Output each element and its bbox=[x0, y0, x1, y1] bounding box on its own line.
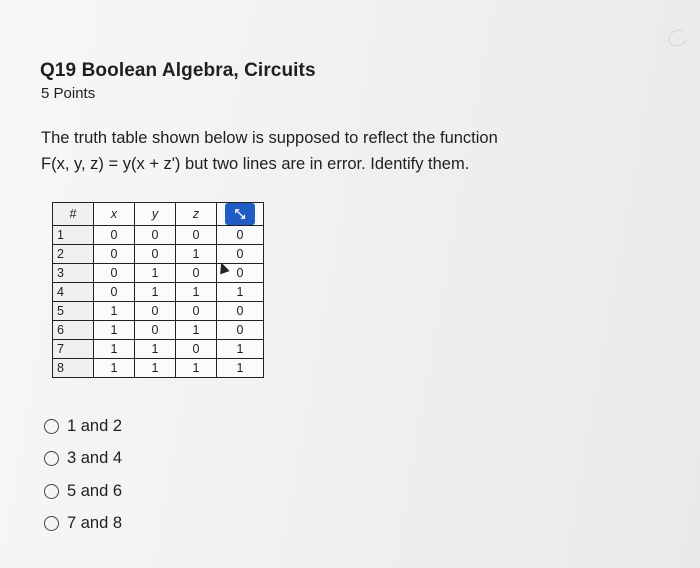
cell-f: 0 bbox=[217, 321, 264, 340]
cell-f: 0 bbox=[217, 226, 264, 245]
cell-f: 1 bbox=[217, 359, 264, 378]
table-row bbox=[53, 321, 264, 340]
expand-arrows-icon[interactable]: ⤡ bbox=[225, 203, 255, 225]
truth-table bbox=[52, 202, 264, 378]
option-label: 3 and 4 bbox=[67, 449, 123, 468]
table-row bbox=[53, 359, 264, 378]
option-label: 5 and 6 bbox=[67, 481, 123, 500]
option-label: 7 and 8 bbox=[67, 514, 123, 533]
cell-index: 5 bbox=[53, 302, 94, 321]
header-z: z bbox=[176, 203, 217, 226]
question-title: Q19 Boolean Algebra, Circuits bbox=[40, 60, 316, 81]
cell-x: 0 bbox=[94, 245, 135, 264]
option-1-and-2[interactable] bbox=[44, 410, 122, 443]
option-7-and-8[interactable] bbox=[44, 508, 122, 541]
table-row bbox=[53, 226, 264, 245]
cell-y: 0 bbox=[135, 302, 176, 321]
cell-x: 1 bbox=[94, 321, 135, 340]
cell-f: 0 bbox=[217, 302, 264, 321]
answer-options bbox=[44, 410, 122, 540]
option-label: 1 and 2 bbox=[67, 416, 123, 435]
cell-f: 1 bbox=[217, 283, 264, 302]
cell-x: 1 bbox=[94, 340, 135, 359]
cell-z: 0 bbox=[176, 264, 217, 283]
cell-x: 1 bbox=[94, 359, 135, 378]
radio-button[interactable] bbox=[44, 451, 59, 466]
question-points: 5 Points bbox=[41, 85, 96, 102]
cell-z: 1 bbox=[176, 283, 217, 302]
radio-button[interactable] bbox=[44, 484, 59, 499]
cell-y: 1 bbox=[135, 264, 176, 283]
cell-index: 2 bbox=[53, 245, 94, 264]
cell-x: 0 bbox=[94, 226, 135, 245]
header-y: y bbox=[135, 203, 176, 226]
table-row bbox=[53, 283, 264, 302]
cell-y: 0 bbox=[135, 245, 176, 264]
option-3-and-4[interactable] bbox=[44, 443, 122, 476]
radio-button[interactable] bbox=[44, 419, 59, 434]
loading-spinner-icon bbox=[666, 27, 691, 50]
header-f bbox=[217, 203, 264, 226]
cell-index: 8 bbox=[53, 359, 94, 378]
cell-index: 6 bbox=[53, 321, 94, 340]
cell-z: 0 bbox=[176, 302, 217, 321]
cell-y: 0 bbox=[135, 321, 176, 340]
cell-z: 0 bbox=[176, 226, 217, 245]
radio-button[interactable] bbox=[44, 516, 59, 531]
cell-z: 1 bbox=[176, 359, 217, 378]
cell-index: 4 bbox=[53, 283, 94, 302]
question-prompt bbox=[41, 125, 561, 177]
cell-z: 0 bbox=[176, 340, 217, 359]
cell-y: 1 bbox=[135, 283, 176, 302]
cell-x: 1 bbox=[94, 302, 135, 321]
cell-index: 1 bbox=[53, 226, 94, 245]
cell-y: 1 bbox=[135, 340, 176, 359]
cell-z: 1 bbox=[176, 245, 217, 264]
table-row bbox=[53, 245, 264, 264]
cell-x: 0 bbox=[94, 264, 135, 283]
prompt-line-2: F(x, y, z) = y(x + z') but two lines are in error. Identify them. bbox=[41, 155, 470, 173]
option-5-and-6[interactable] bbox=[44, 475, 122, 508]
table-row bbox=[53, 340, 264, 359]
header-index: # bbox=[53, 203, 94, 226]
cell-z: 1 bbox=[176, 321, 217, 340]
table-row bbox=[53, 264, 264, 283]
cell-y: 1 bbox=[135, 359, 176, 378]
header-x: x bbox=[94, 203, 135, 226]
cell-f: 0 bbox=[217, 245, 264, 264]
table-row bbox=[53, 302, 264, 321]
truth-table-header-row bbox=[53, 203, 264, 226]
cell-f: 1 bbox=[217, 340, 264, 359]
cell-index: 3 bbox=[53, 264, 94, 283]
cell-y: 0 bbox=[135, 226, 176, 245]
cell-index: 7 bbox=[53, 340, 94, 359]
cell-x: 0 bbox=[94, 283, 135, 302]
cell-f: 0 bbox=[217, 264, 264, 283]
prompt-line-1: The truth table shown below is supposed to reflect the function bbox=[41, 129, 498, 147]
